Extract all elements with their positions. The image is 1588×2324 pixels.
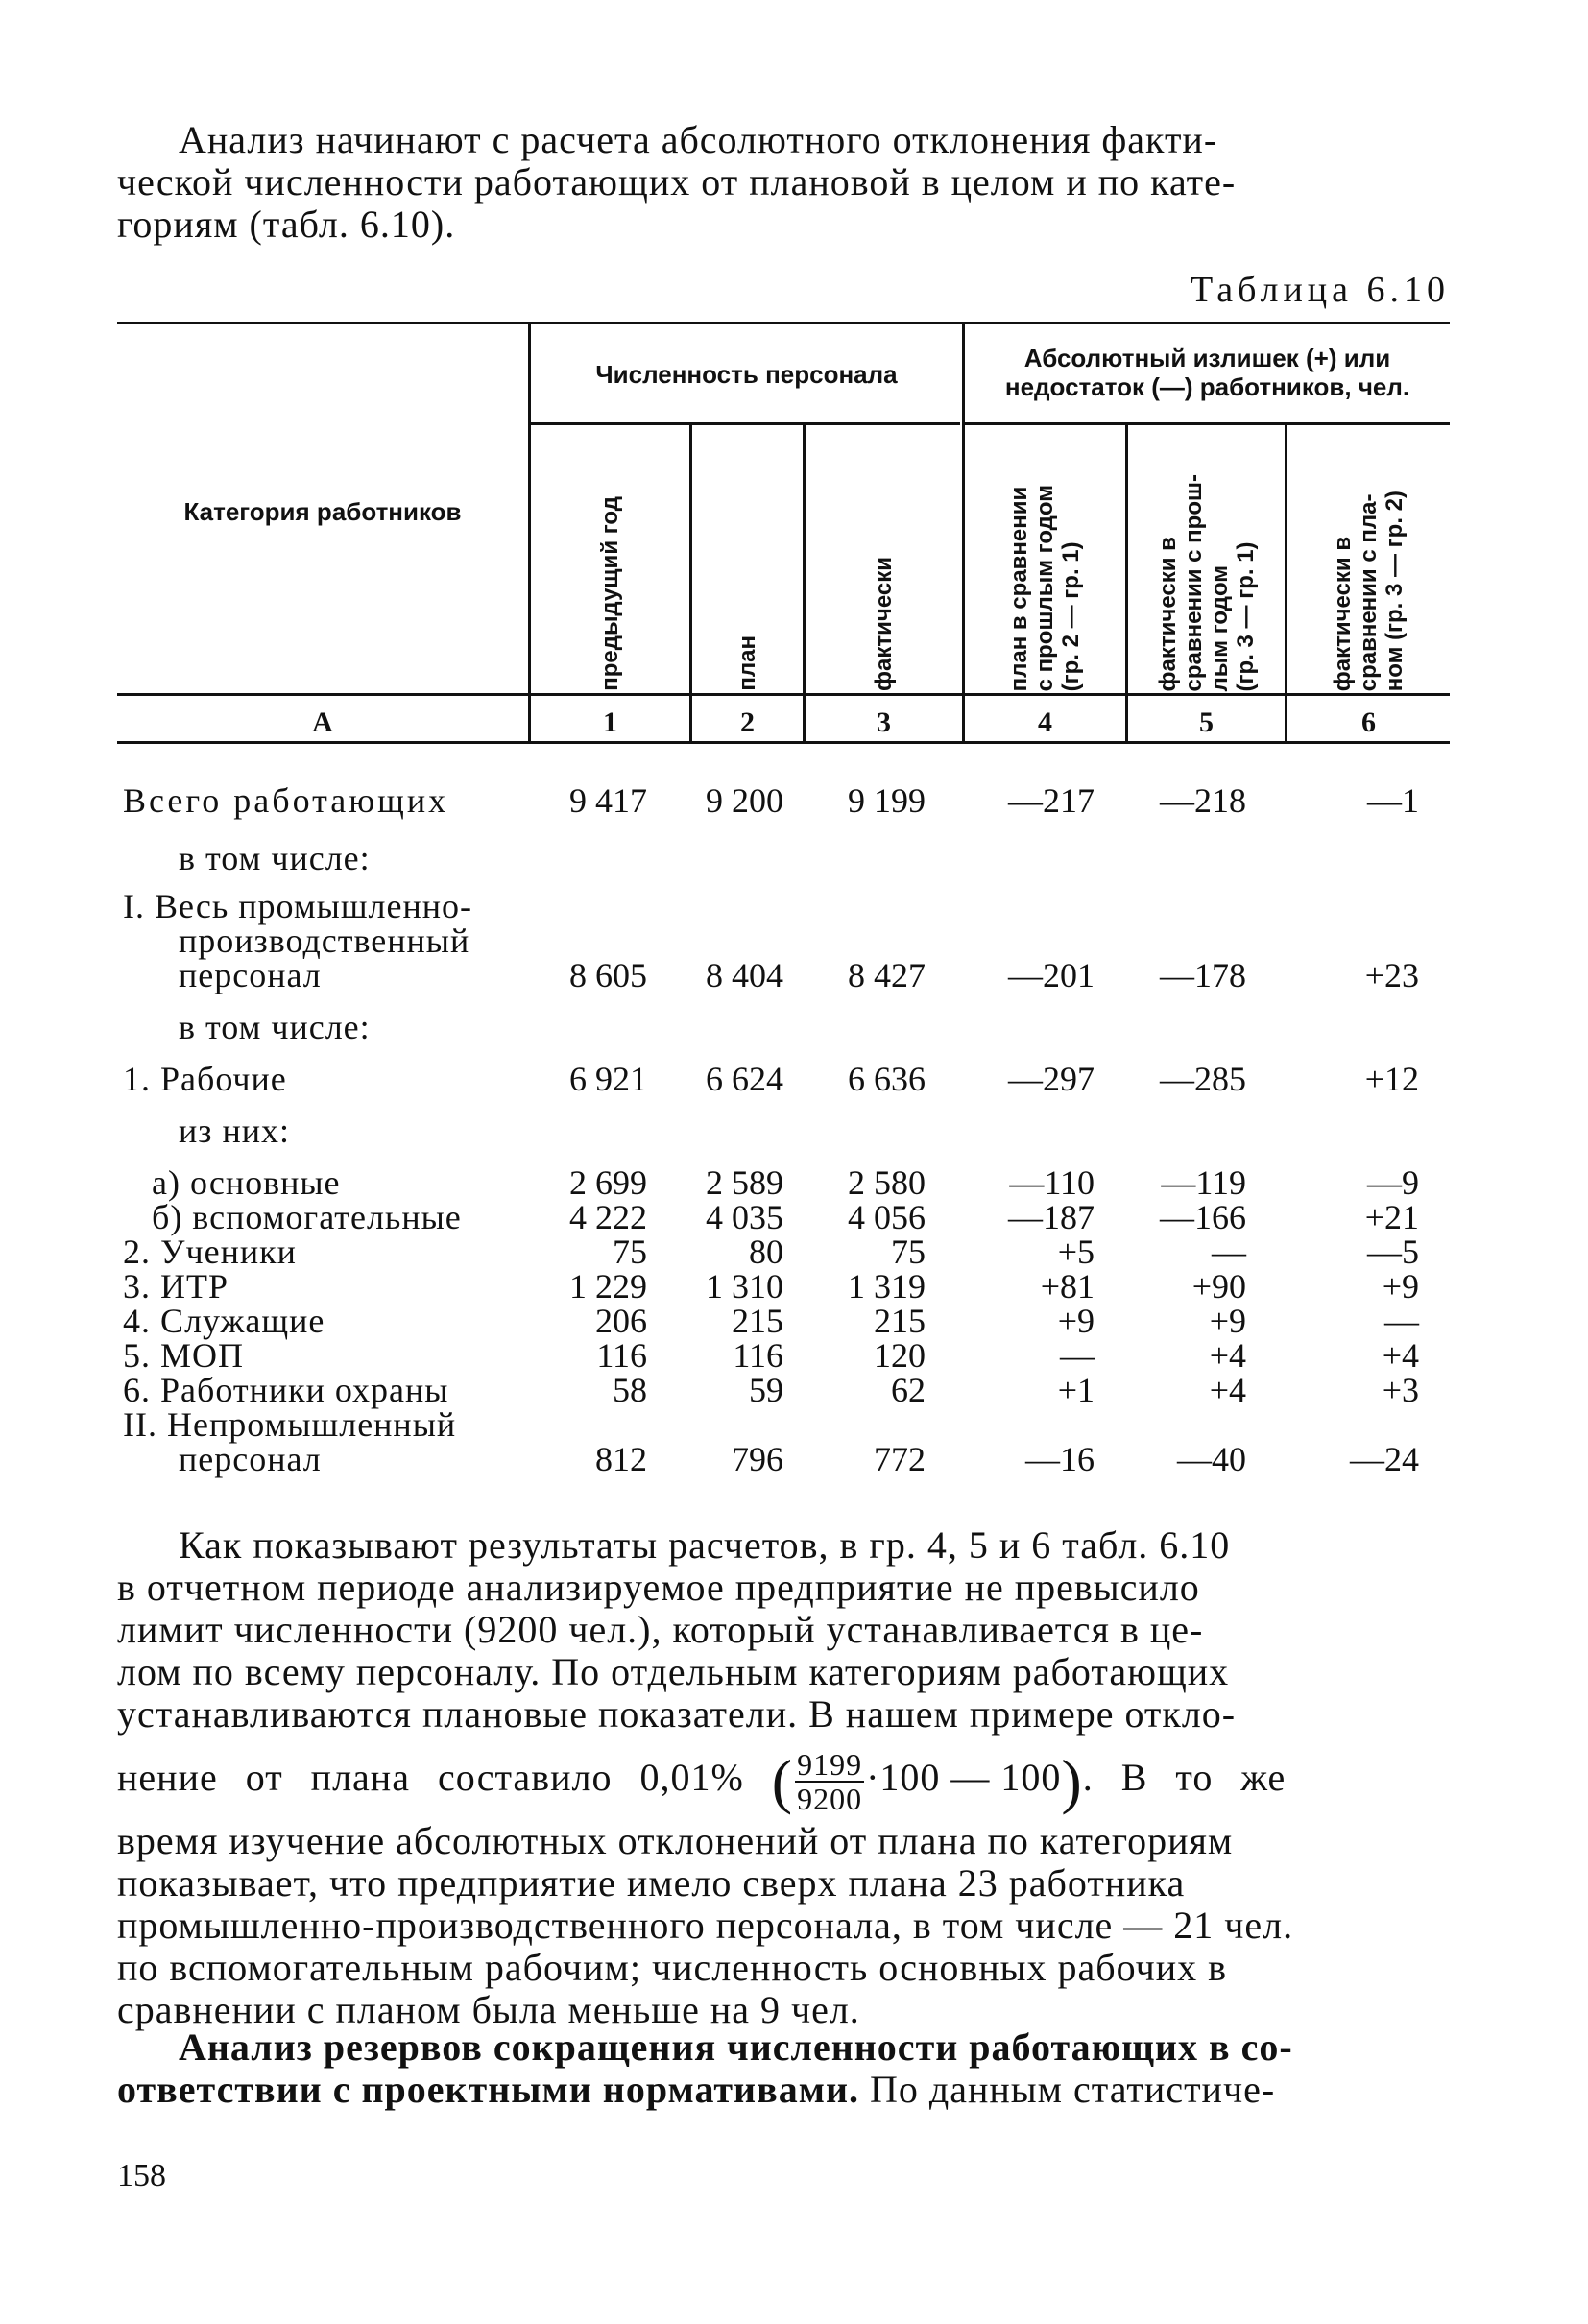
cell-col3: 6 636 [848, 1060, 926, 1098]
cell-col4: —217 [1008, 781, 1095, 820]
cell-col4: +5 [1057, 1233, 1095, 1271]
header-col4-line: (гр. 2 — гр. 1) [1058, 541, 1084, 691]
results-formula-line [117, 1736, 1450, 1820]
intro-line: ческой численности работающих от плановой в целом и по кате- [117, 160, 1237, 204]
cell-col4: —201 [1008, 956, 1095, 994]
row-label: в том числе: [179, 1008, 371, 1046]
column-number: 3 [877, 707, 891, 738]
header-deviation-line: недостаток (—) работников, чел. [1004, 372, 1410, 401]
intro-line: гориям (табл. 6.10). [117, 203, 456, 246]
header-col5-line: лым годом [1206, 564, 1233, 691]
header-col5 [1128, 428, 1285, 691]
row-label: производственный [179, 922, 470, 960]
table-row [0, 1269, 1588, 1304]
header-col4-text [1006, 479, 1084, 691]
fraction-denominator: 9200 [797, 1781, 863, 1816]
fraction [795, 1748, 864, 1815]
header-col5-text [1155, 468, 1259, 691]
table-row [0, 1234, 1588, 1269]
table-row [0, 923, 1588, 958]
fraction-numerator: 9199 [797, 1746, 863, 1782]
cell-col2: 9 200 [706, 781, 783, 820]
header-col5-line: сравнении с прош- [1180, 473, 1207, 691]
header-col5-line: (гр. 3 — гр. 1) [1232, 541, 1259, 691]
cell-col2: 4 035 [706, 1198, 783, 1236]
cell-col6: +23 [1364, 956, 1419, 994]
column-number: 2 [740, 707, 755, 738]
cell-col1: 9 417 [569, 781, 647, 820]
row-label: Всего работающих [123, 781, 449, 820]
row-label: II. Непромышленный [123, 1405, 457, 1444]
row-label: в том числе: [179, 839, 371, 877]
cell-col5: —40 [1177, 1440, 1246, 1478]
results-formula-prefix: нение от плана составило 0,01% [117, 1756, 744, 1799]
cell-col1: 4 222 [569, 1198, 647, 1236]
table-row [0, 1373, 1588, 1407]
page-number: 158 [117, 2158, 166, 2193]
cell-col1: 58 [613, 1371, 647, 1409]
header-rule-personnel [530, 422, 960, 425]
results-line: в отчетном периоде анализируемое предприятие не превысило [117, 1566, 1200, 1609]
header-col6-line: сравнении с пла- [1356, 493, 1382, 691]
table-caption: Таблица 6.10 [1190, 270, 1450, 310]
cell-col6: +4 [1382, 1336, 1419, 1375]
header-col4-line: с прошлым годом [1032, 484, 1058, 691]
cell-col1: 116 [596, 1336, 647, 1375]
header-col6-line: ном (гр. 3 — гр. 2) [1382, 490, 1408, 691]
cell-col3: 75 [891, 1233, 926, 1271]
cell-col2: 6 624 [706, 1060, 783, 1098]
cell-col5: +4 [1209, 1336, 1246, 1375]
header-rule-deviation [964, 422, 1450, 425]
cell-col2: 215 [732, 1302, 783, 1340]
header-col1-text: предыдущий год [597, 496, 623, 691]
cell-col2: 796 [732, 1440, 783, 1478]
cell-col1: 6 921 [569, 1060, 647, 1098]
cell-col1: 8 605 [569, 956, 647, 994]
cell-col4: — [1060, 1336, 1095, 1375]
cell-col6: +12 [1364, 1060, 1419, 1098]
row-label: б) вспомогательные [152, 1198, 462, 1236]
table-row [0, 841, 1588, 875]
mixed-line [117, 2069, 1450, 2111]
header-col4 [965, 428, 1125, 691]
cell-col2: 1 310 [706, 1267, 783, 1306]
cell-col2: 80 [749, 1233, 783, 1271]
cell-col6: +3 [1382, 1371, 1419, 1409]
cell-col5: — [1212, 1233, 1246, 1271]
header-deviation-group [965, 344, 1450, 401]
header-col1 [531, 428, 689, 691]
cell-col6: +21 [1364, 1198, 1419, 1236]
results-line: показывает, что предприятие имело сверх плана 23 работника [117, 1861, 1186, 1905]
row-label: 6. Работники охраны [123, 1371, 449, 1409]
table-row [0, 958, 1588, 993]
cell-col5: +9 [1209, 1302, 1246, 1340]
table-row [0, 1442, 1588, 1476]
column-number: 6 [1361, 707, 1376, 738]
header-col4-line: план в сравнении [1006, 486, 1032, 691]
results-line: время изучение абсолютных отклонений от плана по категориям [117, 1819, 1234, 1862]
column-number-rule [117, 741, 1450, 744]
header-category: Категория работников [183, 497, 462, 526]
cell-col4: —297 [1008, 1060, 1095, 1098]
row-label: персонал [179, 956, 322, 994]
table-top-rule [117, 322, 1450, 324]
header-bottom-rule [117, 693, 1450, 696]
cell-col3: 772 [874, 1440, 926, 1478]
header-col6 [1287, 428, 1450, 691]
results-line: сравнении с планом была меньше на 9 чел. [117, 1988, 860, 2031]
bold-run: ответствии с проектными нормативами. [117, 2068, 859, 2111]
table-row [0, 1165, 1588, 1200]
results-line: устанавливаются плановые показатели. В нашем примере откло- [117, 1692, 1237, 1736]
cell-col4: —110 [1009, 1163, 1095, 1202]
row-label: 1. Рабочие [123, 1060, 287, 1098]
header-personnel-group: Численность персонала [595, 360, 898, 389]
cell-col5: —285 [1160, 1060, 1246, 1098]
cell-col3: 2 580 [848, 1163, 926, 1202]
cell-col4: +9 [1057, 1302, 1095, 1340]
cell-col6: —5 [1367, 1233, 1419, 1271]
header-col3 [806, 428, 962, 691]
cell-col2: 8 404 [706, 956, 783, 994]
cell-col6: —9 [1367, 1163, 1419, 1202]
results-line: по вспомогательным рабочим; численность основных рабочих в [117, 1946, 1228, 1989]
results-line: Как показывают результаты расчетов, в гр. 4, 5 и 6 табл. 6.10 [179, 1523, 1231, 1567]
cell-col4: +81 [1040, 1267, 1095, 1306]
cell-col1: 1 229 [569, 1267, 647, 1306]
column-number: 4 [1038, 707, 1052, 738]
results-paragraph [117, 1524, 1450, 2031]
results-line: лом по всему персоналу. По отдельным категориям работающих [117, 1650, 1230, 1693]
column-number: 1 [603, 707, 617, 738]
cell-col5: —218 [1160, 781, 1246, 820]
bold-paragraph [117, 2026, 1450, 2111]
cell-col6: —24 [1350, 1440, 1419, 1478]
intro-paragraph [117, 119, 1450, 246]
table-row [0, 1407, 1588, 1442]
column-number: 5 [1199, 707, 1214, 738]
cell-col2: 59 [749, 1371, 783, 1409]
cell-col3: 9 199 [848, 781, 926, 820]
cell-col5: +4 [1209, 1371, 1246, 1409]
header-col2-text: план [734, 635, 760, 691]
table-row [0, 1200, 1588, 1234]
table-row [0, 1062, 1588, 1096]
row-label: 4. Служащие [123, 1302, 325, 1340]
results-line: лимит численности (9200 чел.), который устанавливается в це- [117, 1608, 1204, 1651]
results-formula-suffix: . В то же [1082, 1756, 1287, 1799]
regular-run: По данным статистиче- [859, 2068, 1276, 2111]
column-number: А [312, 707, 333, 738]
header-deviation-line: Абсолютный излишек (+) или [1023, 344, 1391, 372]
table-row [0, 783, 1588, 818]
header-col5-line: фактически в [1154, 536, 1181, 691]
cell-col3: 215 [874, 1302, 926, 1340]
row-label: I. Весь промышленно- [123, 887, 473, 925]
cell-col5: —178 [1160, 956, 1246, 994]
cell-col1: 2 699 [569, 1163, 647, 1202]
table-row [0, 889, 1588, 923]
right-paren: ) [1061, 1746, 1083, 1815]
formula-rest: ·100 — 100 [866, 1756, 1062, 1799]
cell-col3: 4 056 [848, 1198, 926, 1236]
row-label: из них: [179, 1112, 291, 1150]
header-col6-line: фактически в [1330, 536, 1356, 691]
cell-col4: —16 [1025, 1440, 1095, 1478]
row-label: 5. МОП [123, 1336, 245, 1375]
cell-col4: +1 [1057, 1371, 1095, 1409]
cell-col6: —1 [1367, 781, 1419, 820]
left-paren: ( [771, 1746, 794, 1815]
row-label: 2. Ученики [123, 1233, 297, 1271]
table-row [0, 1338, 1588, 1373]
cell-col4: —187 [1008, 1198, 1095, 1236]
cell-col3: 8 427 [848, 956, 926, 994]
cell-col5: +90 [1191, 1267, 1246, 1306]
cell-col1: 206 [595, 1302, 647, 1340]
row-label: 3. ИТР [123, 1267, 229, 1306]
cell-col3: 62 [891, 1371, 926, 1409]
table-row [0, 1114, 1588, 1148]
row-label: персонал [179, 1440, 322, 1478]
cell-col2: 2 589 [706, 1163, 783, 1202]
header-col3-text: фактически [871, 557, 897, 691]
header-col2 [692, 428, 803, 691]
row-label: а) основные [152, 1163, 341, 1202]
table-row [0, 1010, 1588, 1044]
cell-col1: 812 [595, 1440, 647, 1478]
results-line: промышленно-производственного персонала, в том числе — 21 чел. [117, 1904, 1294, 1947]
cell-col3: 120 [874, 1336, 926, 1375]
table-row [0, 1304, 1588, 1338]
cell-col5: —119 [1161, 1163, 1246, 1202]
cell-col1: 75 [613, 1233, 647, 1271]
cell-col2: 116 [733, 1336, 783, 1375]
cell-col6: — [1384, 1302, 1419, 1340]
cell-col5: —166 [1160, 1198, 1246, 1236]
cell-col3: 1 319 [848, 1267, 926, 1306]
header-col6-text [1330, 485, 1408, 691]
cell-col6: +9 [1382, 1267, 1419, 1306]
intro-line: Анализ начинают с расчета абсолютного отклонения факти- [179, 118, 1218, 161]
bold-line: Анализ резервов сокращения численности работающих в со- [179, 2025, 1293, 2069]
